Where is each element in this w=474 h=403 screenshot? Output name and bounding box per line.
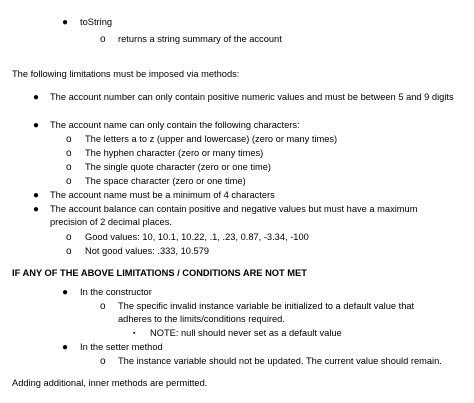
method-name: toString bbox=[80, 17, 113, 27]
limit-account-name: The account name can only contain the following characters: bbox=[50, 120, 300, 130]
circle-bullet-icon: o bbox=[66, 246, 72, 257]
circle-bullet-icon: o bbox=[66, 148, 72, 159]
limit-single-quote: The single quote character (zero or one time) bbox=[85, 162, 272, 172]
bullet-icon: ● bbox=[33, 92, 40, 103]
circle-bullet-icon: o bbox=[66, 162, 72, 173]
limit-hyphen: The hyphen character (zero or many times) bbox=[85, 148, 264, 158]
bullet-icon: ● bbox=[62, 287, 69, 298]
circle-bullet-icon: o bbox=[100, 301, 106, 312]
limit-space: The space character (zero or one time) bbox=[85, 176, 246, 186]
circle-bullet-icon: o bbox=[100, 356, 106, 367]
intro-text: The following limitations must be imposed via methods: bbox=[12, 69, 240, 79]
good-values: Good values: 10, 10.1, 10.22, .1, .23, 0.87, -3.34, -100 bbox=[85, 232, 309, 242]
circle-bullet-icon: o bbox=[66, 134, 72, 145]
note-text: NOTE: null should never set as a default value bbox=[150, 328, 342, 338]
bullet-icon: ● bbox=[62, 342, 69, 353]
setter-label: In the setter method bbox=[80, 342, 163, 352]
limit-balance: The account balance can contain positive and negative values but must have a maximum precision of 2 decimal places. bbox=[50, 204, 418, 227]
constructor-description: The specific invalid instance variable be initialized to a default value that adheres to the limits/conditions required. bbox=[118, 301, 415, 324]
footer-text: Adding additional, inner methods are permitted. bbox=[12, 378, 208, 388]
bullet-icon: ● bbox=[33, 190, 40, 201]
bullet-icon: ● bbox=[33, 120, 40, 131]
bullet-icon: ● bbox=[33, 204, 40, 215]
constructor-label: In the constructor bbox=[80, 287, 152, 297]
circle-bullet-icon: o bbox=[100, 34, 106, 45]
method-description: returns a string summary of the account bbox=[118, 34, 282, 44]
circle-bullet-icon: o bbox=[66, 176, 72, 187]
circle-bullet-icon: o bbox=[66, 232, 72, 243]
limit-name-length: The account name must be a minimum of 4 characters bbox=[50, 190, 275, 200]
bullet-icon: ● bbox=[62, 17, 69, 28]
limit-account-number: The account number can only contain positive numeric values and must be between 5 and 9 digits bbox=[50, 92, 454, 102]
limit-letters: The letters a to z (upper and lowercase) (zero or many times) bbox=[85, 134, 338, 144]
setter-description: The instance variable should not be updated. The current value should remain. bbox=[118, 356, 442, 366]
square-bullet-icon: ▪ bbox=[133, 330, 136, 337]
conditions-heading: IF ANY OF THE ABOVE LIMITATIONS / CONDITIONS ARE NOT MET bbox=[12, 268, 307, 278]
not-good-values: Not good values: .333, 10.579 bbox=[85, 246, 210, 256]
